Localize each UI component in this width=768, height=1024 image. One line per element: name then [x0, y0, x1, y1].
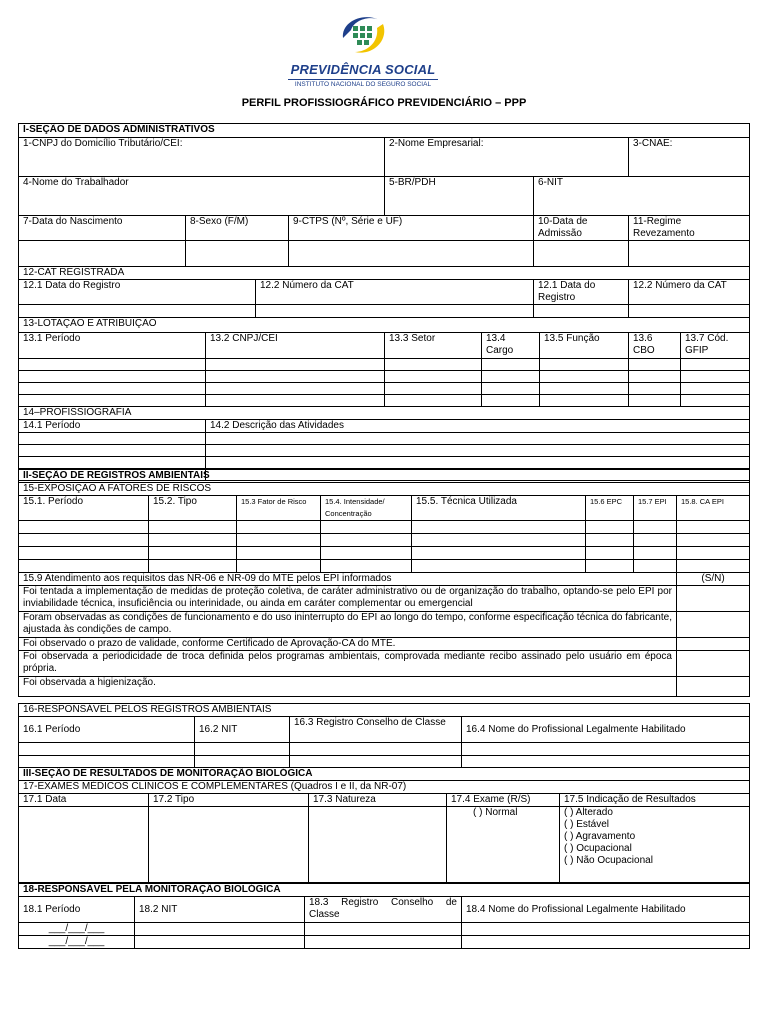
table-row: [19, 457, 750, 469]
exam-nature-label: 17.3 Natureza: [309, 794, 447, 807]
cat-number-label-2: 12.2 Número da CAT: [629, 280, 750, 305]
table-row: [19, 433, 750, 445]
logo-sub-text: INSTITUTO NACIONAL DO SEGURO SOCIAL: [288, 79, 438, 88]
aggravation-checkbox[interactable]: ( ) Agravamento: [564, 831, 636, 842]
table-row: [19, 743, 750, 756]
result-indication-label: 17.5 Indicação de Resultados: [560, 794, 750, 807]
allocation-cnpj-label: 13.2 CNPJ/CEI: [206, 333, 385, 359]
cat-date-label-2: 12.1 Data do Registro: [534, 280, 629, 305]
bio-nit-label: 18.2 NIT: [135, 897, 305, 923]
exam-date-input[interactable]: [19, 807, 149, 883]
shift-regime-label: 11-Regime Revezamento: [629, 216, 750, 241]
requirement-4-text: Foi observada a periodicidade de troca definida pelos programas ambientais, comprovada mediante recibo assinado pelo usuário em época própria.: [19, 651, 677, 677]
risk-exposure-header: 15-EXPOSIÇÃO A FATORES DE RISCOS: [19, 483, 750, 496]
exposure-period-label: 15.1. Período: [19, 496, 149, 521]
table-row: [19, 383, 750, 395]
requirement-3-answer[interactable]: [677, 638, 750, 651]
document-title: PERFIL PROFISSIOGRÁFICO PREVIDENCIÁRIO – PPP: [241, 97, 527, 109]
epi-label: 15.7 EPI: [634, 496, 677, 521]
section-3-header: III-SEÇÃO DE RESULTADOS DE MONITORAÇÃO BIOLÓGICA: [19, 768, 750, 781]
allocation-gfip-label: 13.7 Cód. GFIP: [681, 333, 750, 359]
table-row: [19, 521, 750, 534]
risk-factor-label: 15.3 Fator de Risco: [237, 496, 321, 521]
responsible-name-label: 16.4 Nome do Profissional Legalmente Habilitado: [462, 717, 750, 743]
allocation-period-label: 13.1 Período: [19, 333, 206, 359]
requirement-3-text: Foi observado o prazo de validade, conforme Certificado de Aprovação-CA do MTE.: [19, 638, 677, 651]
previdencia-emblem-icon: [333, 10, 393, 60]
nit-field[interactable]: 6-NIT: [534, 177, 750, 216]
environmental-responsible-header: 16-RESPONSÁVEL PELOS REGISTROS AMBIENTAIS: [19, 704, 750, 717]
section-3-table: [18, 767, 750, 883]
epi-requirements-header: 15.9 Atendimento aos requisitos das NR-06 e NR-09 do MTE pelos EPI informados: [19, 573, 677, 586]
exam-type-label: 17.2 Tipo: [149, 794, 309, 807]
activity-description-label: 14.2 Descrição das Atividades: [206, 420, 750, 433]
table-row: [19, 560, 750, 573]
cat-number-input-2[interactable]: [629, 305, 750, 318]
company-name-field[interactable]: 2-Nome Empresarial:: [385, 138, 629, 177]
table-row: [19, 756, 750, 768]
epc-label: 15.6 EPC: [586, 496, 634, 521]
requirement-1-text: Foi tentada a implementação de medidas de proteção coletiva, de caráter administrativo ou de organização do trabalho, optando-se pelo EPI por inviabilidade técnica, insuficiência ou interinidade, ou ainda em caráter complementar ou emergencial: [19, 586, 677, 612]
altered-checkbox[interactable]: ( ) Alterado: [564, 807, 613, 818]
table-row: [19, 547, 750, 560]
bio-date-input[interactable]: ___/___/___: [19, 936, 135, 949]
logo-brand-text: PREVIDÊNCIA SOCIAL: [290, 62, 436, 77]
requirement-4-answer[interactable]: [677, 651, 750, 677]
table-row: [19, 395, 750, 407]
bio-date-input[interactable]: ___/___/___: [19, 923, 135, 936]
exam-nature-input[interactable]: [309, 807, 447, 883]
table-row: [19, 534, 750, 547]
bio-registry-label: 18.3 Registro Conselho de Classe: [305, 897, 462, 923]
allocation-sector-label: 13.3 Setor: [385, 333, 482, 359]
allocation-function-label: 13.5 Função: [540, 333, 629, 359]
profissiography-header: 14–PROFISSIOGRAFIA: [19, 407, 750, 420]
profissiography-period-label: 14.1 Período: [19, 420, 206, 433]
cat-date-input-2[interactable]: [534, 305, 629, 318]
requirement-5-answer[interactable]: [677, 677, 750, 697]
cnpj-field[interactable]: 1-CNPJ do Domicílio Tributário/CEI:: [19, 138, 385, 177]
responsible-registry-label: 16.3 Registro Conselho de Classe: [290, 717, 462, 743]
br-pdh-field[interactable]: 5-BR/PDH: [385, 177, 534, 216]
table-row: [19, 371, 750, 383]
admission-date-input[interactable]: [534, 241, 629, 267]
exam-date-label: 17.1 Data: [19, 794, 149, 807]
ca-epi-label: 15.8. CA EPI: [677, 496, 750, 521]
allocation-position-label: 13.4 Cargo: [482, 333, 540, 359]
shift-regime-input[interactable]: [629, 241, 750, 267]
table-row: [19, 359, 750, 371]
table-row: [19, 923, 750, 936]
exam-type-input[interactable]: [149, 807, 309, 883]
cat-date-label-1: 12.1 Data do Registro: [19, 280, 256, 305]
previdencia-logo: [288, 10, 438, 90]
sex-input[interactable]: [186, 241, 289, 267]
requirement-1-answer[interactable]: [677, 586, 750, 612]
birth-date-label: 7-Data do Nascimento: [19, 216, 186, 241]
normal-checkbox[interactable]: ( ) Normal: [473, 807, 518, 818]
birth-date-input[interactable]: [19, 241, 186, 267]
requirement-2-text: Foram observadas as condições de funcionamento e do uso ininterrupto do EPI ao longo do tempo, conforme especificação técnica do fabricante, ajustada às condições de campo.: [19, 612, 677, 638]
table-row: [19, 445, 750, 457]
cat-date-input-1[interactable]: [19, 305, 256, 318]
sex-label: 8-Sexo (F/M): [186, 216, 289, 241]
section-1-header: I-SEÇÃO DE DADOS ADMINISTRATIVOS: [19, 124, 750, 138]
cat-header: 12-CAT REGISTRADA: [19, 267, 750, 280]
biological-responsible-header: 18-RESPONSÁVEL PELA MONITORAÇÃO BIOLÓGICA: [19, 884, 750, 897]
section-16-table: [18, 703, 750, 768]
technique-label: 15.5. Técnica Utilizada: [412, 496, 586, 521]
cat-number-label-1: 12.2 Número da CAT: [256, 280, 534, 305]
stable-checkbox[interactable]: ( ) Estável: [564, 819, 610, 830]
cat-number-input-1[interactable]: [256, 305, 534, 318]
non-occupational-checkbox[interactable]: ( ) Não Ocupacional: [564, 855, 653, 866]
exam-rs-label: 17.4 Exame (R/S): [447, 794, 560, 807]
requirement-2-answer[interactable]: [677, 612, 750, 638]
admission-date-label: 10-Data de Admissão: [534, 216, 629, 241]
section-18-table: [18, 883, 750, 949]
bio-period-label: 18.1 Período: [19, 897, 135, 923]
worker-name-field[interactable]: 4-Nome do Trabalhador: [19, 177, 385, 216]
allocation-cbo-label: 13.6 CBO: [629, 333, 681, 359]
table-row: [19, 936, 750, 949]
occupational-checkbox[interactable]: ( ) Ocupacional: [564, 843, 632, 854]
exposure-type-label: 15.2. Tipo: [149, 496, 237, 521]
yes-no-header: (S/N): [677, 573, 750, 586]
ctps-label: 9-CTPS (Nº, Série e UF): [289, 216, 534, 241]
ctps-input[interactable]: [289, 241, 534, 267]
section-2-table: [18, 469, 750, 697]
section-2-header: II-SEÇÃO DE REGISTROS AMBIENTAIS: [19, 470, 750, 483]
responsible-period-label: 16.1 Período: [19, 717, 195, 743]
cnae-field[interactable]: 3-CNAE:: [629, 138, 750, 177]
requirement-5-text: Foi observada a higienização.: [19, 677, 677, 697]
medical-exams-header: 17-EXAMES MÉDICOS CLÍNICOS E COMPLEMENTARES (Quadros I e II, da NR-07): [19, 781, 750, 794]
intensity-label: 15.4. Intensidade/ Concentração: [321, 496, 412, 521]
responsible-nit-label: 16.2 NIT: [195, 717, 290, 743]
bio-name-label: 18.4 Nome do Profissional Legalmente Habilitado: [462, 897, 750, 923]
section-1-table: [18, 123, 750, 481]
allocation-header: 13-LOTAÇÃO E ATRIBUIÇÃO: [19, 318, 750, 333]
